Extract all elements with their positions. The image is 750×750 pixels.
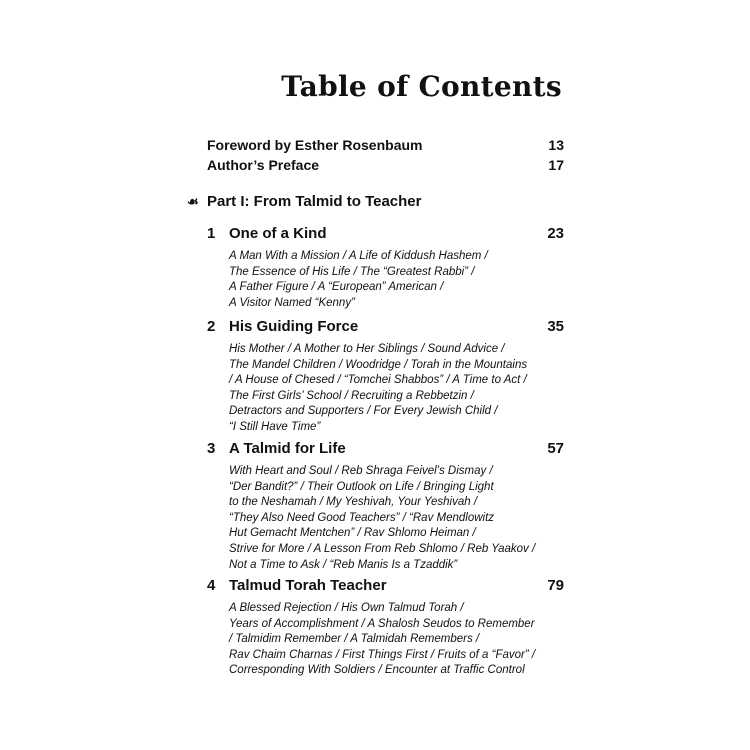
chapter-number: 3 xyxy=(207,440,216,457)
chapter-number: 4 xyxy=(207,577,216,594)
chapter-sections xyxy=(229,601,564,679)
section-line: to the Neshamah / My Yeshivah, Your Yeshivah / xyxy=(229,496,478,509)
section-line: With Heart and Soul / Reb Shraga Feivel’s Dismay / xyxy=(229,465,493,477)
entry-page-number: 17 xyxy=(548,157,564,173)
part-heading[interactable] xyxy=(187,193,421,215)
section-line: The First Girls’ School / Recruiting a Rebbetzin / xyxy=(229,389,474,402)
page-title: Table of Contents xyxy=(281,70,562,103)
section-line: / A House of Chesed / “Tomchei Shabbos” / A Time to Act / xyxy=(229,374,527,387)
section-line: The Essence of His Life / The “Greatest Rabbi” / xyxy=(229,265,475,278)
chapter-sections xyxy=(229,249,564,311)
chapter-title: Talmud Torah Teacher xyxy=(229,577,387,594)
section-line: His Mother / A Mother to Her Siblings / Sound Advice / xyxy=(229,343,505,355)
chapter-page-number: 23 xyxy=(547,225,564,242)
chapter-sections xyxy=(229,342,564,436)
chapter-title: A Talmid for Life xyxy=(229,440,346,457)
entry-page-number: 13 xyxy=(548,137,564,153)
section-line: A Blessed Rejection / His Own Talmud Torah / xyxy=(229,602,464,614)
chapter-page-number: 79 xyxy=(547,577,564,594)
fleuron-icon: ☙ xyxy=(187,194,199,209)
section-line: “I Still Have Time” xyxy=(229,420,321,433)
entry-label: Foreword by Esther Rosenbaum xyxy=(207,137,423,153)
chapter-entry[interactable] xyxy=(207,225,564,311)
chapter-entry[interactable] xyxy=(207,577,564,679)
chapter-title: One of a Kind xyxy=(229,225,327,242)
part-label: Part I: From Talmid to Teacher xyxy=(207,193,422,210)
section-line: Years of Accomplishment / A Shalosh Seudos to Remember xyxy=(229,617,535,630)
front-matter-entry[interactable] xyxy=(207,137,564,157)
chapter-entry[interactable] xyxy=(207,318,564,436)
section-line: A Father Figure / A “European” American / xyxy=(229,281,444,294)
front-matter-entry[interactable] xyxy=(207,157,564,177)
chapter-page-number: 35 xyxy=(547,318,564,335)
chapter-entry[interactable] xyxy=(207,440,564,573)
section-line: Rav Chaim Charnas / First Things First / Fruits of a “Favor” / xyxy=(229,648,536,661)
section-line: “Der Bandit?” / Their Outlook on Life / Bringing Light xyxy=(229,480,494,493)
section-line: Strive for More / A Lesson From Reb Shlomo / Reb Yaakov / xyxy=(229,542,536,555)
section-line: The Mandel Children / Woodridge / Torah in the Mountains xyxy=(229,358,528,371)
section-line: Not a Time to Ask / “Reb Manis Is a Tzaddik” xyxy=(229,558,458,571)
section-line: “They Also Need Good Teachers” / “Rav Mendlowitz xyxy=(229,511,495,524)
section-line: / Talmidim Remember / A Talmidah Remembers / xyxy=(229,633,480,646)
section-line: Corresponding With Soldiers / Encounter at Traffic Control xyxy=(229,664,525,677)
chapter-page-number: 57 xyxy=(547,440,564,457)
section-line: Hut Gemacht Mentchen” / Rav Shlomo Heiman / xyxy=(229,527,476,540)
section-line: Detractors and Supporters / For Every Jewish Child / xyxy=(229,405,498,418)
chapter-number: 1 xyxy=(207,225,216,242)
chapter-title: His Guiding Force xyxy=(229,318,359,335)
chapter-number: 2 xyxy=(207,318,216,335)
entry-label: Author’s Preface xyxy=(207,157,320,173)
section-line: A Visitor Named “Kenny” xyxy=(229,296,355,309)
chapter-sections xyxy=(229,464,564,573)
section-line: A Man With a Mission / A Life of Kiddush Hashem / xyxy=(229,250,488,262)
